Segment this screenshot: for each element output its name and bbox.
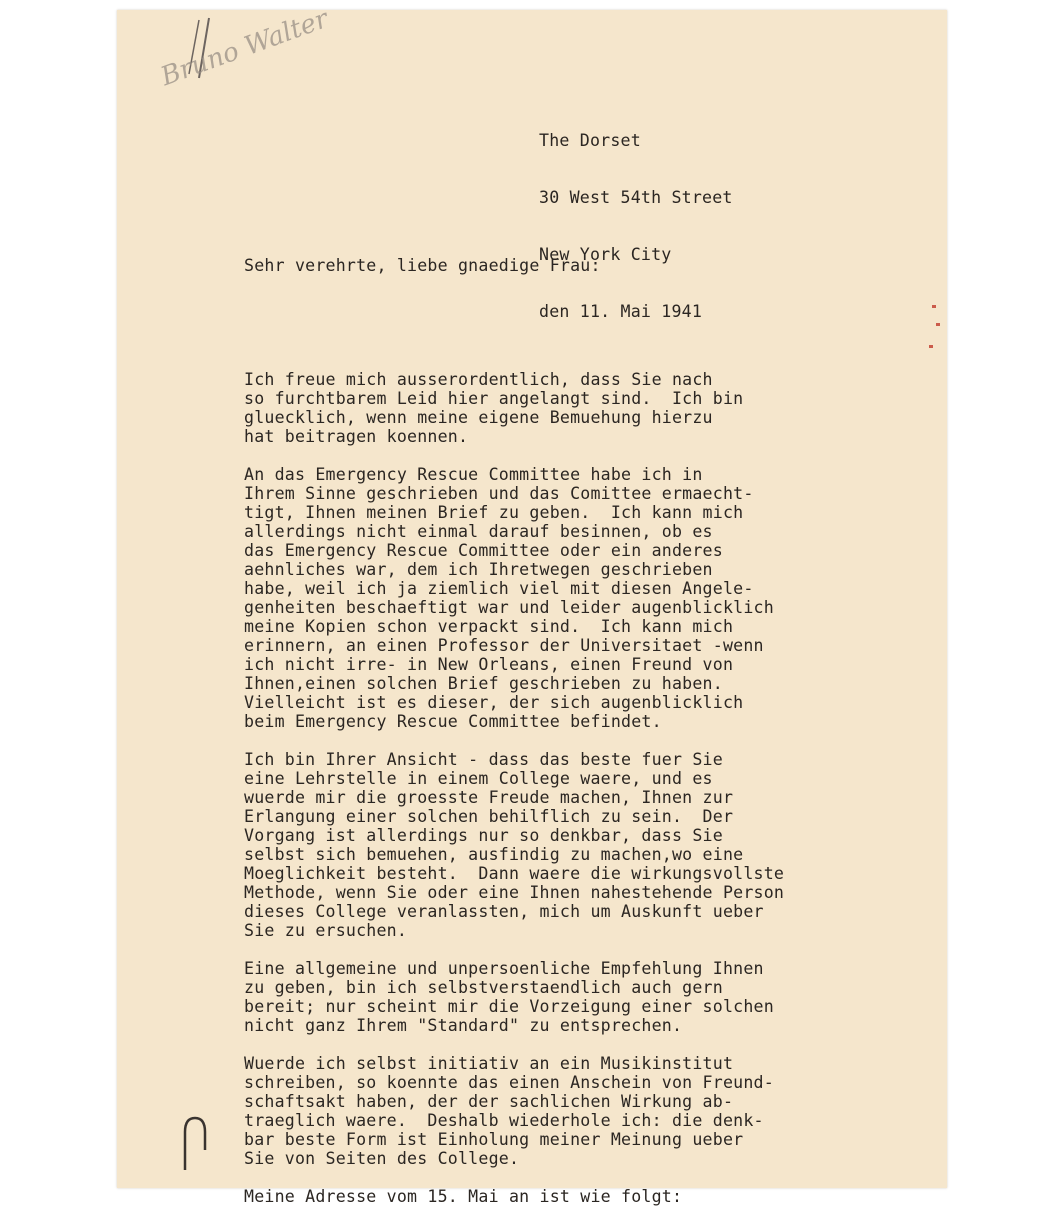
paragraph xyxy=(244,370,784,446)
address-line: New York City xyxy=(539,245,672,264)
text-line: Methode, wenn Sie oder eine Ihnen nahestehende Person xyxy=(244,883,785,902)
letter-page xyxy=(117,3,947,1206)
paragraph xyxy=(244,1054,784,1168)
text-line: Ihnen,einen solchen Brief geschrieben zu haben. xyxy=(244,674,723,693)
text-line: dieses College veranlassten, mich um Auskunft ueber xyxy=(244,902,764,921)
address-line: The Dorset xyxy=(539,131,641,150)
text-line: Wuerde ich selbst initiativ an ein Musikinstitut xyxy=(244,1054,734,1073)
date-line: den 11. Mai 1941 xyxy=(539,302,703,321)
text-line: das Emergency Rescue Committee oder ein anderes xyxy=(244,541,723,560)
text-line: Ich bin Ihrer Ansicht - dass das beste fuer Sie xyxy=(244,750,723,769)
text-line: allerdings nicht einmal darauf besinnen, ob es xyxy=(244,522,713,541)
text-line: beim Emergency Rescue Committee befindet. xyxy=(244,712,662,731)
text-line: tigt, Ihnen meinen Brief zu geben. Ich kann mich xyxy=(244,503,744,522)
paragraph xyxy=(244,750,784,940)
text-line: Sie von Seiten des College. xyxy=(244,1149,520,1168)
text-line: meine Kopien schon verpackt sind. Ich kann mich xyxy=(244,617,734,636)
text-line: nicht ganz Ihrem "Standard" zu entsprechen. xyxy=(244,1016,683,1035)
text-line: selbst sich bemuehen, ausfindig zu machen,wo eine xyxy=(244,845,744,864)
text-line: zu geben, bin ich selbstverstaendlich auch gern xyxy=(244,978,723,997)
text-line: An das Emergency Rescue Committee habe ich in xyxy=(244,465,703,484)
text-line: Ich freue mich ausserordentlich, dass Sie nach xyxy=(244,370,713,389)
text-line: Eine allgemeine und unpersoenliche Empfehlung Ihnen xyxy=(244,959,764,978)
text-line: hat beitragen koennen. xyxy=(244,427,469,446)
paragraph xyxy=(244,959,784,1035)
paragraph xyxy=(244,1187,784,1206)
text-line: schreiben, so koennte das einen Anschein von Freund- xyxy=(244,1073,774,1092)
text-line: Vielleicht ist es dieser, der sich augenblicklich xyxy=(244,693,744,712)
text-line: Erlangung einer solchen behilflich zu sein. Der xyxy=(244,807,734,826)
salutation: Sehr verehrte, liebe gnaedige Frau: xyxy=(244,256,601,275)
text-line: Sie zu ersuchen. xyxy=(244,921,408,940)
text-line: eine Lehrstelle in einem College waere, und es xyxy=(244,769,713,788)
text-line: Vorgang ist allerdings nur so denkbar, dass Sie xyxy=(244,826,723,845)
text-line: so furchtbarem Leid hier angelangt sind. Ich bin xyxy=(244,389,744,408)
text-line: Meine Adresse vom 15. Mai an ist wie folgt: xyxy=(244,1187,683,1206)
text-line: bar beste Form ist Einholung meiner Meinung ueber xyxy=(244,1130,744,1149)
text-line: schaftsakt haben, der der sachlichen Wirkung ab- xyxy=(244,1092,734,1111)
address-line: 30 West 54th Street xyxy=(539,188,733,207)
text-line: genheiten beschaeftigt war und leider augenblicklich xyxy=(244,598,774,617)
text-line: Moeglichkeit besteht. Dann waere die wirkungsvollste xyxy=(244,864,785,883)
text-line: Ihrem Sinne geschrieben und das Comittee ermaecht- xyxy=(244,484,754,503)
letter-body xyxy=(244,218,784,1206)
paragraph xyxy=(244,465,784,731)
text-line: wuerde mir die groesste Freude machen, Ihnen zur xyxy=(244,788,734,807)
text-line: traeglich waere. Deshalb wiederhole ich: die denk- xyxy=(244,1111,764,1130)
staple-mark xyxy=(177,1110,217,1180)
text-line: habe, weil ich ja ziemlich viel mit diesen Angele- xyxy=(244,579,754,598)
text-line: bereit; nur scheint mir die Vorzeigung einer solchen xyxy=(244,997,774,1016)
text-line: erinnern, an einen Professor der Universitaet -wenn xyxy=(244,636,764,655)
text-line: ich nicht irre- in New Orleans, einen Freund von xyxy=(244,655,734,674)
pencil-annotation: Bruno Walter xyxy=(157,3,333,93)
text-line: gluecklich, wenn meine eigene Bemuehung hierzu xyxy=(244,408,713,427)
text-line: aehnliches war, dem ich Ihretwegen geschrieben xyxy=(244,560,713,579)
